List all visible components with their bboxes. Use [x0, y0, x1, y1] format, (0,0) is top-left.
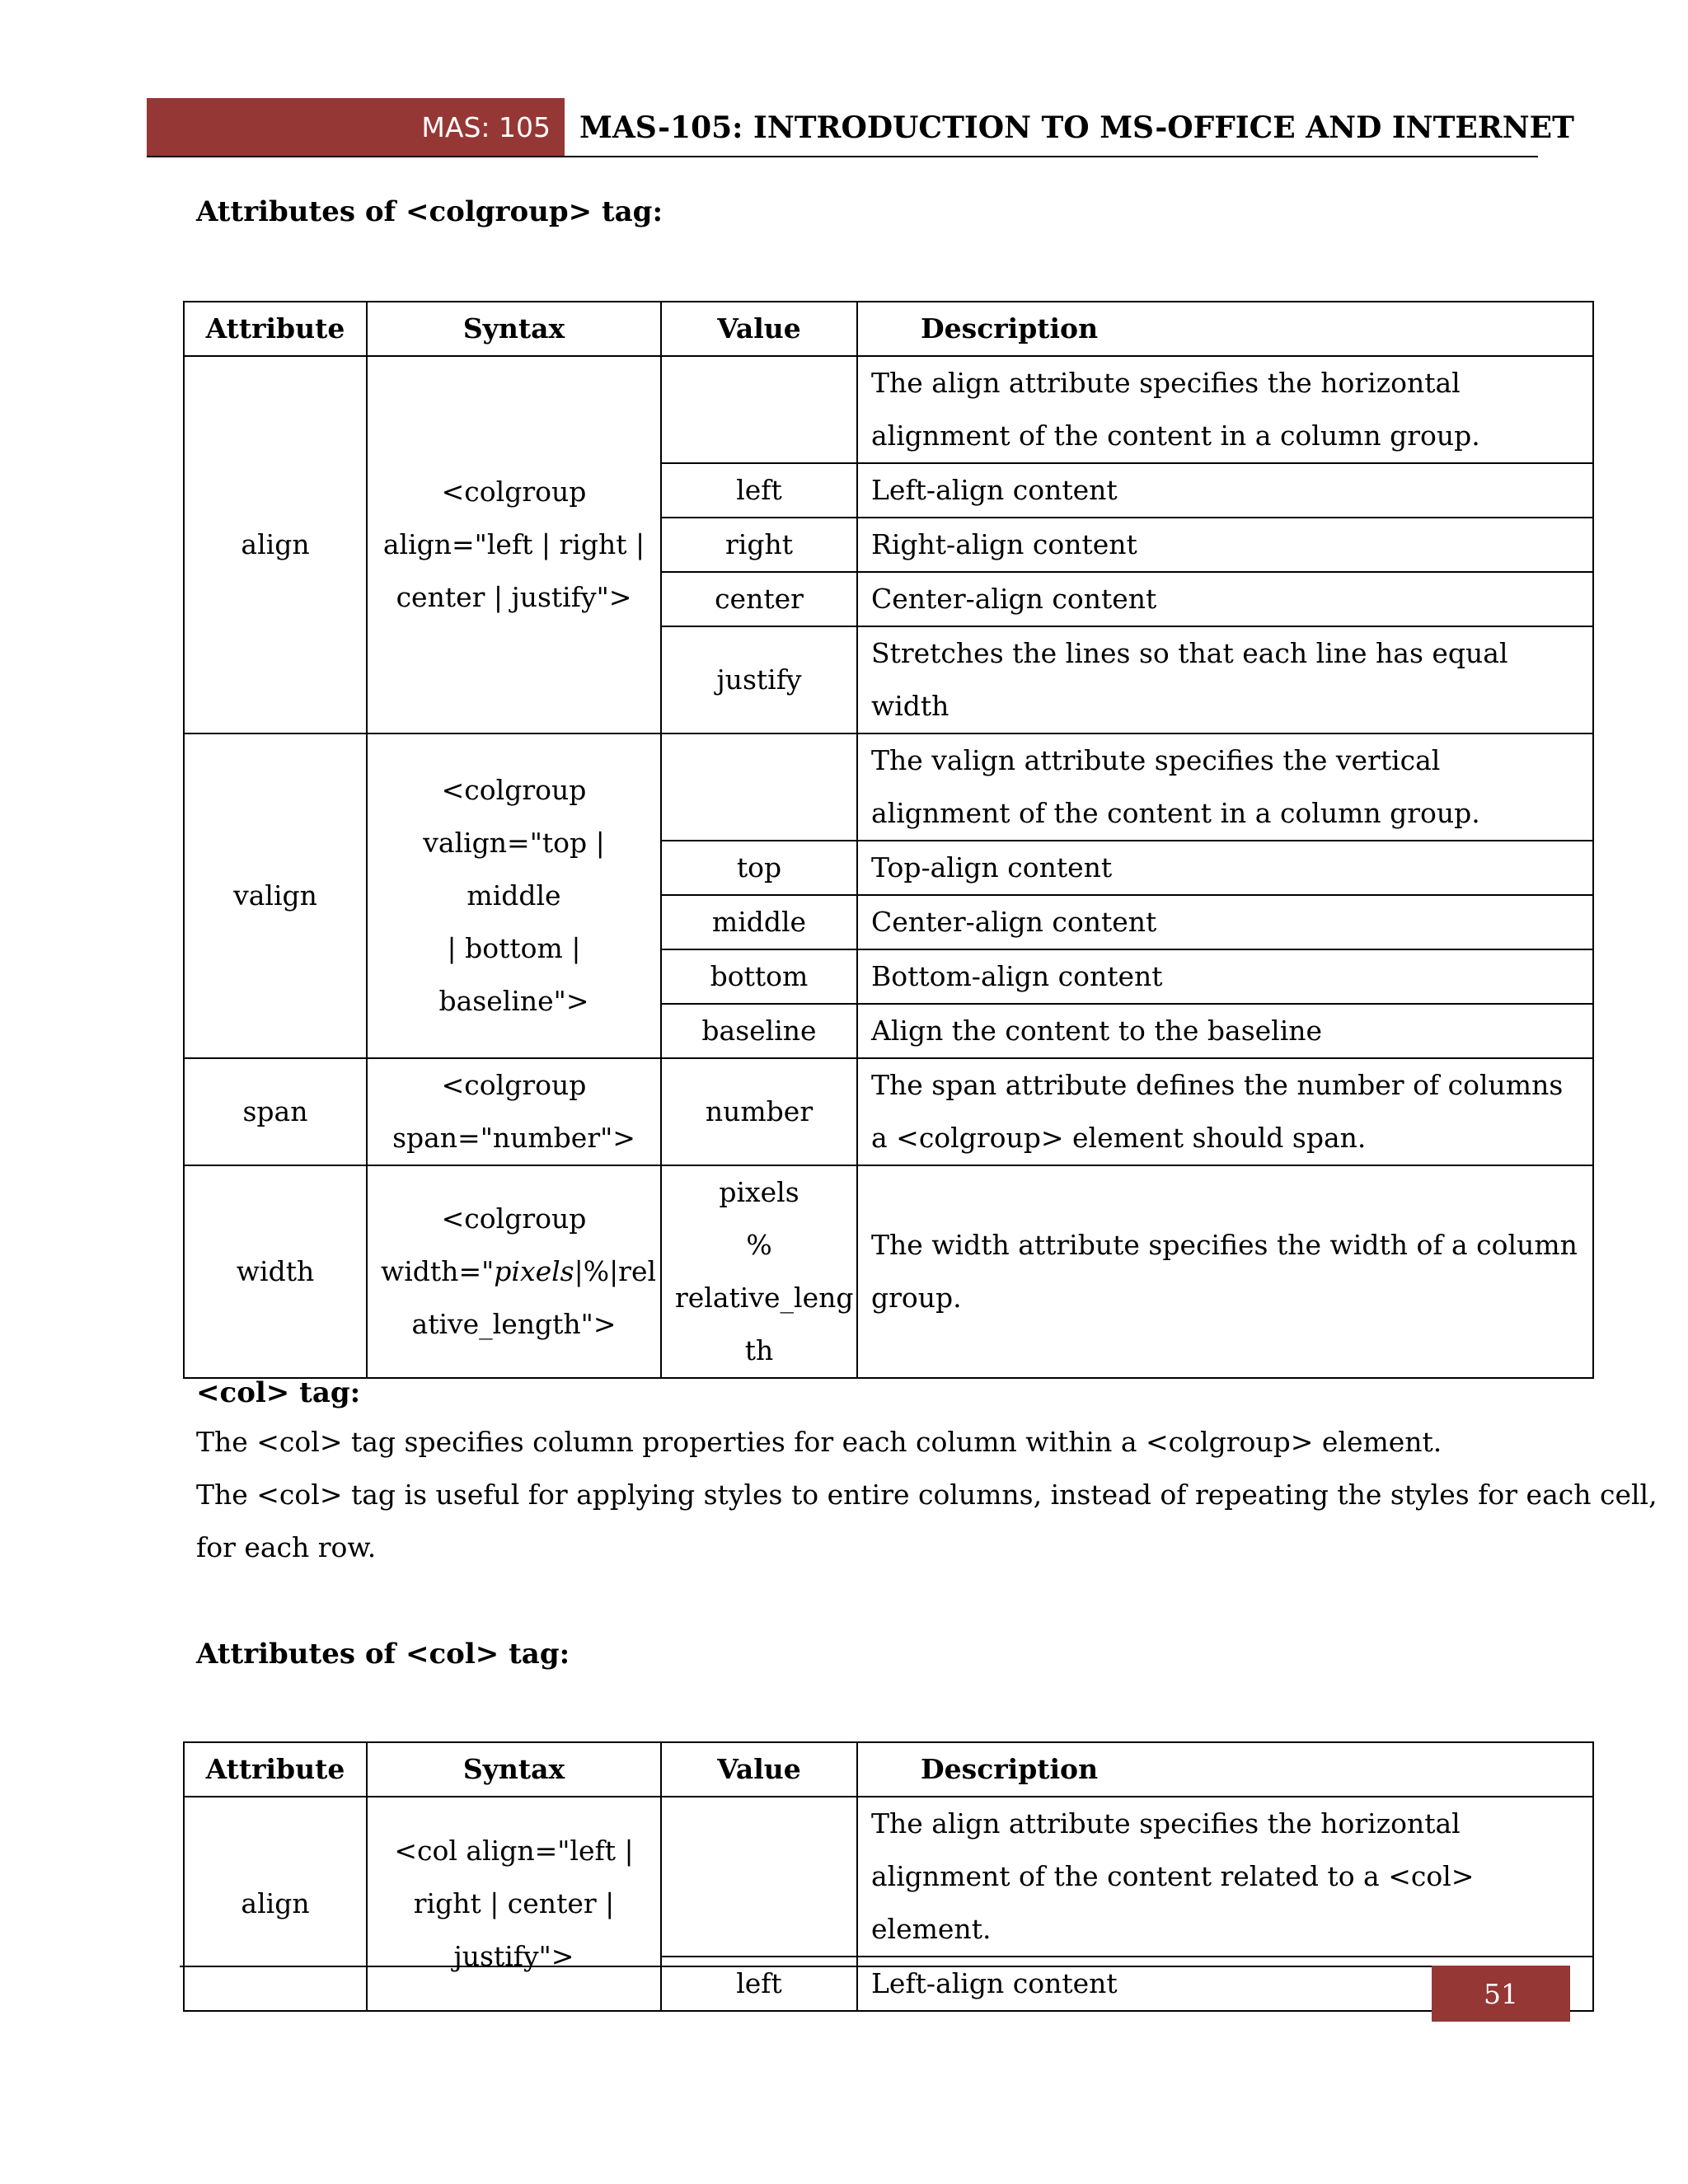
value-cell: top — [661, 841, 857, 895]
footer-rule — [180, 1966, 1569, 1967]
syntax-cell — [367, 1165, 661, 1378]
value-line: % — [746, 1229, 772, 1261]
table-row — [184, 1165, 1593, 1378]
description-cell: The align attribute specifies the horizontal alignment of the content in a column group. — [857, 356, 1593, 463]
paragraph-line: The <col> tag specifies column properties for each column within a <colgroup> element. — [196, 1426, 1442, 1458]
column-header-attribute: Attribute — [184, 302, 367, 356]
value-cell: left — [661, 1957, 857, 2011]
syntax-line: align="left | right | — [382, 528, 645, 560]
value-line: th — [744, 1334, 774, 1366]
column-header-value: Value — [661, 302, 857, 356]
value-cell: right — [661, 518, 857, 572]
syntax-line: | bottom | — [447, 932, 581, 964]
header-rule — [147, 156, 1538, 157]
table-header-row — [184, 302, 1593, 356]
syntax-fragment: |%|rel — [574, 1255, 657, 1287]
description-cell: Right-align content — [857, 518, 1593, 572]
value-cell — [661, 733, 857, 841]
syntax-line: <col align="left | — [394, 1835, 634, 1867]
paragraph-line: for each row. — [196, 1531, 377, 1563]
value-cell: left — [661, 463, 857, 518]
value-cell — [661, 1165, 857, 1378]
value-line: relative_leng — [675, 1282, 854, 1314]
attribute-name: align — [184, 1797, 367, 2011]
description-cell: The align attribute specifies the horizontal alignment of the content related to a <col> element. — [857, 1797, 1593, 1957]
syntax-line: center | justify"> — [396, 581, 632, 613]
value-cell: bottom — [661, 949, 857, 1004]
description-cell: The width attribute specifies the width of a column group. — [857, 1165, 1593, 1378]
syntax-line: valign="top | middle — [423, 827, 605, 912]
colgroup-attributes-heading: Attributes of <colgroup> tag: — [196, 195, 663, 228]
syntax-line: <colgroup — [441, 1069, 587, 1101]
value-line: pixels — [719, 1176, 799, 1208]
description-cell: Left-align content — [857, 1957, 1593, 2011]
attribute-name: align — [184, 356, 367, 733]
description-cell: The valign attribute specifies the vertical alignment of the content in a column group. — [857, 733, 1593, 841]
value-cell: baseline — [661, 1004, 857, 1058]
paragraph-line: The <col> tag is useful for applying styles to entire columns, instead of repeating the styles for each cell, — [196, 1479, 1658, 1511]
column-header-syntax: Syntax — [367, 302, 661, 356]
syntax-cell — [367, 1058, 661, 1165]
column-header-attribute: Attribute — [184, 1742, 367, 1797]
col-tag-heading: <col> tag: — [196, 1376, 361, 1409]
column-header-syntax: Syntax — [367, 1742, 661, 1797]
column-header-value: Value — [661, 1742, 857, 1797]
attribute-name: valign — [184, 733, 367, 1058]
page-number: 51 — [1432, 1966, 1570, 2022]
value-cell: center — [661, 572, 857, 626]
description-cell: Left-align content — [857, 463, 1593, 518]
value-cell: middle — [661, 895, 857, 949]
table-row — [184, 356, 1593, 463]
col-tag-paragraph — [196, 1416, 1658, 1574]
syntax-line: baseline"> — [438, 985, 589, 1017]
value-cell: justify — [661, 626, 857, 733]
attribute-name: span — [184, 1058, 367, 1165]
syntax-line: <colgroup — [441, 476, 587, 508]
syntax-line: ative_length"> — [411, 1308, 617, 1340]
description-cell: Align the content to the baseline — [857, 1004, 1593, 1058]
syntax-cell — [367, 356, 661, 733]
table-row — [184, 733, 1593, 841]
syntax-line: right | center | — [413, 1887, 615, 1919]
description-cell: Stretches the lines so that each line has equal width — [857, 626, 1593, 733]
column-header-description: Description — [857, 1742, 1593, 1797]
syntax-line: <colgroup — [441, 1202, 587, 1235]
value-cell — [661, 356, 857, 463]
header-title: MAS-105: INTRODUCTION TO MS-OFFICE AND INTERNET — [579, 110, 1574, 145]
syntax-line: justify"> — [453, 1940, 574, 1972]
syntax-line: <colgroup — [441, 774, 587, 806]
description-cell: Center-align content — [857, 572, 1593, 626]
description-cell: Top-align content — [857, 841, 1593, 895]
description-cell: Bottom-align content — [857, 949, 1593, 1004]
table-row — [184, 1058, 1593, 1165]
syntax-cell — [367, 733, 661, 1058]
table-row — [184, 1797, 1593, 1957]
column-header-description: Description — [857, 302, 1593, 356]
value-cell — [661, 1797, 857, 1957]
value-cell: number — [661, 1058, 857, 1165]
col-attributes-heading: Attributes of <col> tag: — [196, 1638, 570, 1671]
syntax-fragment: width=" — [381, 1255, 495, 1287]
table-header-row — [184, 1742, 1593, 1797]
course-code: MAS: 105 — [421, 111, 551, 143]
syntax-line: span="number"> — [392, 1122, 635, 1154]
colgroup-attributes-table — [183, 301, 1594, 1379]
syntax-line — [381, 1245, 657, 1298]
syntax-cell — [367, 1797, 661, 2011]
description-cell: The span attribute defines the number of columns a <colgroup> element should span. — [857, 1058, 1593, 1165]
attribute-name: width — [184, 1165, 367, 1378]
syntax-fragment-italic: pixels — [494, 1255, 574, 1287]
col-attributes-table — [183, 1741, 1594, 2012]
description-cell: Center-align content — [857, 895, 1593, 949]
